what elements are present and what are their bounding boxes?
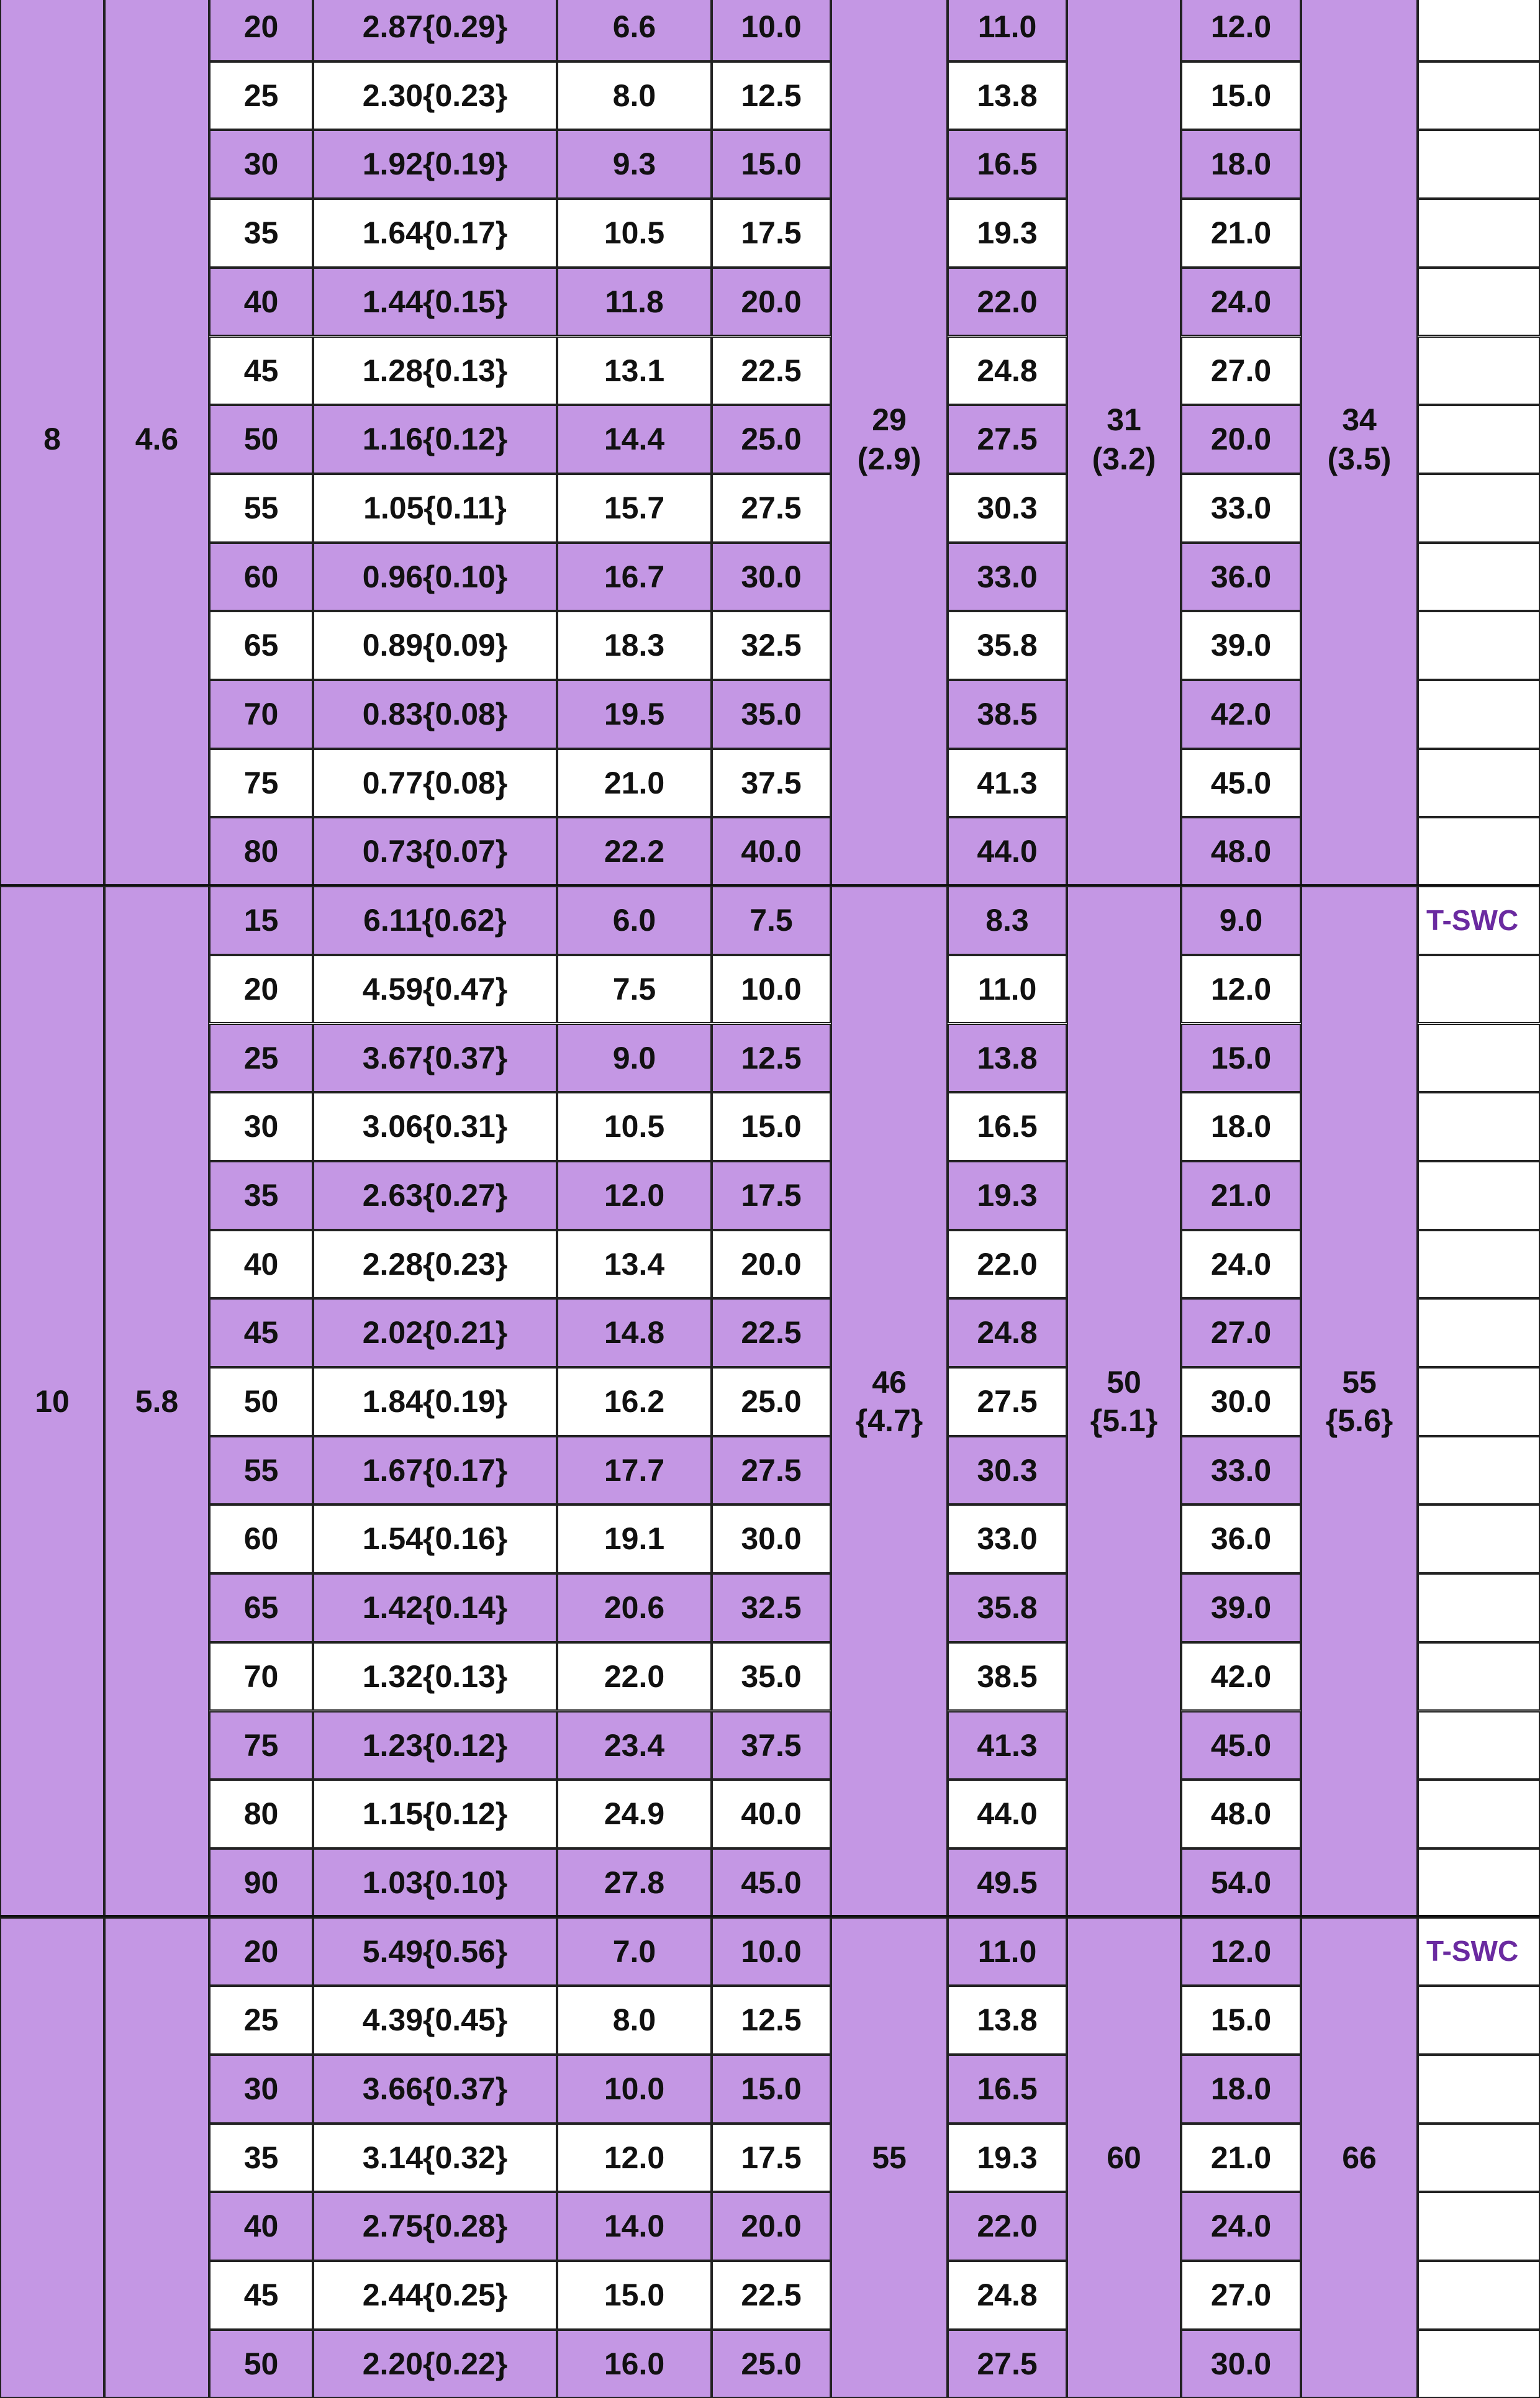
note-cell	[1418, 474, 1540, 543]
size-cell: 8	[0, 0, 104, 886]
table-cell: 60	[209, 543, 313, 612]
table-cell: 60	[209, 1504, 313, 1573]
table-cell: 13.4	[557, 1230, 712, 1299]
table-cell: 33.0	[948, 1504, 1067, 1573]
table-cell: 2.02{0.21}	[313, 1298, 557, 1367]
table-cell: 49.5	[948, 1848, 1067, 1917]
table-cell: 30.0	[1181, 2330, 1301, 2398]
table-cell: 24.0	[1181, 1230, 1301, 1299]
table-cell: 7.5	[557, 955, 712, 1024]
table-cell: 12.5	[712, 61, 831, 130]
table-cell: 15.0	[557, 2261, 712, 2330]
table-cell: 6.6	[557, 0, 712, 61]
table-cell: 20.0	[712, 268, 831, 337]
table-cell: 27.5	[948, 1367, 1067, 1436]
table-cell: 19.3	[948, 1161, 1067, 1230]
table-cell: 25.0	[712, 2330, 831, 2398]
table-cell: 11.8	[557, 268, 712, 337]
table-cell: 21.0	[1181, 2124, 1301, 2192]
note-cell	[1418, 1092, 1540, 1161]
table-cell: 15.0	[712, 1092, 831, 1161]
table-cell: 22.5	[712, 1298, 831, 1367]
table-cell: 39.0	[1181, 1573, 1301, 1642]
table-cell: 36.0	[1181, 543, 1301, 612]
table-cell: 13.8	[948, 1986, 1067, 2055]
table-cell: 14.4	[557, 405, 712, 474]
merged-col-a: 29 (2.9)	[831, 0, 948, 886]
table-cell: 90	[209, 1848, 313, 1917]
table-cell: 19.1	[557, 1504, 712, 1573]
note-cell	[1418, 1161, 1540, 1230]
table-cell: 15.0	[712, 130, 831, 199]
table-cell: 14.8	[557, 1298, 712, 1367]
table-cell: 45.0	[1181, 749, 1301, 818]
table-cell: 10.0	[712, 1917, 831, 1986]
table-cell: 38.5	[948, 1642, 1067, 1711]
table-cell: 20.6	[557, 1573, 712, 1642]
table-cell: 3.67{0.37}	[313, 1024, 557, 1093]
table-cell: 9.0	[557, 1024, 712, 1093]
table-cell: 35.0	[712, 1642, 831, 1711]
table-cell: 20.0	[1181, 405, 1301, 474]
table-cell: 15.0	[1181, 1986, 1301, 2055]
table-cell: 25	[209, 1986, 313, 2055]
table-cell: 2.30{0.23}	[313, 61, 557, 130]
table-cell: 41.3	[948, 749, 1067, 818]
table-cell: 9.0	[1181, 886, 1301, 955]
table-cell: 16.5	[948, 2055, 1067, 2124]
table-cell: 65	[209, 1573, 313, 1642]
table-cell: 21.0	[557, 749, 712, 818]
table-cell: 8.0	[557, 1986, 712, 2055]
note-cell	[1418, 1298, 1540, 1367]
table-cell: 25.0	[712, 1367, 831, 1436]
table-cell: 16.7	[557, 543, 712, 612]
table-cell: 30.0	[712, 1504, 831, 1573]
table-cell: 36.0	[1181, 1504, 1301, 1573]
note-cell	[1418, 1504, 1540, 1573]
table-cell: 27.5	[712, 474, 831, 543]
table-cell: 40.0	[712, 1780, 831, 1848]
note-cell: T-SWC	[1418, 886, 1540, 955]
table-cell: 80	[209, 1780, 313, 1848]
table-cell: 1.03{0.10}	[313, 1848, 557, 1917]
table-cell: 42.0	[1181, 1642, 1301, 1711]
table-cell: 1.92{0.19}	[313, 130, 557, 199]
table-cell: 35	[209, 199, 313, 268]
table-cell: 40.0	[712, 817, 831, 886]
note-cell	[1418, 749, 1540, 818]
table-cell: 2.63{0.27}	[313, 1161, 557, 1230]
size-cell	[0, 1917, 104, 2398]
table-cell: 22.2	[557, 817, 712, 886]
note-cell	[1418, 1711, 1540, 1780]
table-cell: 13.8	[948, 61, 1067, 130]
note-cell	[1418, 611, 1540, 680]
table-cell: 1.42{0.14}	[313, 1573, 557, 1642]
table-cell: 6.0	[557, 886, 712, 955]
table-cell: 19.3	[948, 2124, 1067, 2192]
table-cell: 10.5	[557, 199, 712, 268]
table-cell: 27.8	[557, 1848, 712, 1917]
table-cell: 50	[209, 1367, 313, 1436]
table-cell: 3.14{0.32}	[313, 2124, 557, 2192]
table-cell: 30.3	[948, 1436, 1067, 1505]
table-cell: 25	[209, 1024, 313, 1093]
table-cell: 35	[209, 2124, 313, 2192]
table-cell: 27.0	[1181, 2261, 1301, 2330]
note-cell	[1418, 1230, 1540, 1299]
table-cell: 13.8	[948, 1024, 1067, 1093]
table-cell: 22.0	[948, 268, 1067, 337]
table-cell: 45.0	[712, 1848, 831, 1917]
note-cell	[1418, 61, 1540, 130]
note-cell	[1418, 543, 1540, 612]
table-cell: 7.5	[712, 886, 831, 955]
table-cell: 25	[209, 61, 313, 130]
table-cell: 75	[209, 1711, 313, 1780]
note-cell	[1418, 2261, 1540, 2330]
size-cell: 10	[0, 886, 104, 1917]
table-cell: 2.20{0.22}	[313, 2330, 557, 2398]
table-cell: 1.84{0.19}	[313, 1367, 557, 1436]
value-cell	[104, 1917, 209, 2398]
note-cell	[1418, 955, 1540, 1024]
table-cell: 37.5	[712, 1711, 831, 1780]
table-cell: 2.87{0.29}	[313, 0, 557, 61]
table-cell: 11.0	[948, 955, 1067, 1024]
table-cell: 14.0	[557, 2192, 712, 2261]
table-cell: 0.83{0.08}	[313, 680, 557, 749]
table-cell: 15	[209, 886, 313, 955]
table-cell: 40	[209, 1230, 313, 1299]
table-cell: 35	[209, 1161, 313, 1230]
note-cell	[1418, 2124, 1540, 2192]
merged-col-b: 50 {5.1}	[1067, 886, 1181, 1917]
table-cell: 40	[209, 2192, 313, 2261]
table-cell: 1.44{0.15}	[313, 268, 557, 337]
note-cell	[1418, 1367, 1540, 1436]
note-cell	[1418, 1780, 1540, 1848]
table-cell: 27.5	[712, 1436, 831, 1505]
table-cell: 33.0	[1181, 1436, 1301, 1505]
table-cell: 45	[209, 1298, 313, 1367]
table-cell: 22.0	[557, 1642, 712, 1711]
table-cell: 24.0	[1181, 2192, 1301, 2261]
table-cell: 3.66{0.37}	[313, 2055, 557, 2124]
table-cell: 1.23{0.12}	[313, 1711, 557, 1780]
table-cell: 80	[209, 817, 313, 886]
note-cell	[1418, 268, 1540, 337]
table-cell: 19.3	[948, 199, 1067, 268]
table-cell: 75	[209, 749, 313, 818]
table-cell: 18.0	[1181, 1092, 1301, 1161]
table-cell: 70	[209, 1642, 313, 1711]
table-cell: 15.7	[557, 474, 712, 543]
table-cell: 35.8	[948, 1573, 1067, 1642]
table-cell: 13.1	[557, 337, 712, 405]
table-cell: 32.5	[712, 611, 831, 680]
note-cell	[1418, 199, 1540, 268]
table-cell: 11.0	[948, 0, 1067, 61]
table-cell: 21.0	[1181, 199, 1301, 268]
table-cell: 12.0	[1181, 0, 1301, 61]
note-cell	[1418, 2330, 1540, 2398]
table-cell: 23.4	[557, 1711, 712, 1780]
table-cell: 2.44{0.25}	[313, 2261, 557, 2330]
table-cell: 8.0	[557, 61, 712, 130]
table-cell: 20	[209, 955, 313, 1024]
table-cell: 17.5	[712, 199, 831, 268]
table-cell: 24.0	[1181, 268, 1301, 337]
table-cell: 45	[209, 337, 313, 405]
table-cell: 3.06{0.31}	[313, 1092, 557, 1161]
merged-col-a: 55	[831, 1917, 948, 2398]
table-cell: 33.0	[1181, 474, 1301, 543]
note-cell	[1418, 680, 1540, 749]
note-cell	[1418, 1642, 1540, 1711]
table-cell: 17.5	[712, 2124, 831, 2192]
table-cell: 30.0	[1181, 1367, 1301, 1436]
table-cell: 12.0	[1181, 955, 1301, 1024]
table-cell: 21.0	[1181, 1161, 1301, 1230]
table-cell: 10.5	[557, 1092, 712, 1161]
table-cell: 12.5	[712, 1986, 831, 2055]
table-cell: 16.5	[948, 130, 1067, 199]
table-cell: 20.0	[712, 1230, 831, 1299]
table-cell: 12.0	[1181, 1917, 1301, 1986]
table-cell: 38.5	[948, 680, 1067, 749]
table-cell: 1.05{0.11}	[313, 474, 557, 543]
table-cell: 12.5	[712, 1024, 831, 1093]
table-cell: 8.3	[948, 886, 1067, 955]
merged-col-b: 60	[1067, 1917, 1181, 2398]
note-cell	[1418, 337, 1540, 405]
merged-col-c: 34 (3.5)	[1301, 0, 1418, 886]
table-cell: 1.15{0.12}	[313, 1780, 557, 1848]
table-cell: 2.28{0.23}	[313, 1230, 557, 1299]
note-cell: T-SWC	[1418, 1917, 1540, 1986]
table-cell: 27.0	[1181, 337, 1301, 405]
table-cell: 20.0	[712, 2192, 831, 2261]
table-cell: 16.0	[557, 2330, 712, 2398]
table-cell: 44.0	[948, 817, 1067, 886]
table-cell: 18.0	[1181, 130, 1301, 199]
table-cell: 20	[209, 1917, 313, 1986]
table-cell: 22.5	[712, 337, 831, 405]
table-cell: 30.0	[712, 543, 831, 612]
table-cell: 10.0	[557, 2055, 712, 2124]
table-cell: 9.3	[557, 130, 712, 199]
note-cell	[1418, 2055, 1540, 2124]
table-cell: 10.0	[712, 955, 831, 1024]
table-cell: 32.5	[712, 1573, 831, 1642]
table-cell: 10.0	[712, 0, 831, 61]
table-cell: 1.54{0.16}	[313, 1504, 557, 1573]
table-cell: 54.0	[1181, 1848, 1301, 1917]
table-cell: 27.0	[1181, 1298, 1301, 1367]
table-cell: 0.89{0.09}	[313, 611, 557, 680]
table-cell: 70	[209, 680, 313, 749]
table-cell: 15.0	[712, 2055, 831, 2124]
note-cell	[1418, 405, 1540, 474]
table-cell: 55	[209, 474, 313, 543]
table-cell: 2.75{0.28}	[313, 2192, 557, 2261]
note-cell	[1418, 1848, 1540, 1917]
merged-col-c: 66	[1301, 1917, 1418, 2398]
table-cell: 27.5	[948, 2330, 1067, 2398]
table-cell: 15.0	[1181, 1024, 1301, 1093]
table-cell: 5.49{0.56}	[313, 1917, 557, 1986]
note-cell	[1418, 1436, 1540, 1505]
table-cell: 1.28{0.13}	[313, 337, 557, 405]
merged-col-b: 31 (3.2)	[1067, 0, 1181, 886]
table-cell: 6.11{0.62}	[313, 886, 557, 955]
table-cell: 48.0	[1181, 1780, 1301, 1848]
table-cell: 50	[209, 405, 313, 474]
table-cell: 24.8	[948, 1298, 1067, 1367]
table-cell: 65	[209, 611, 313, 680]
table-cell: 30	[209, 130, 313, 199]
table-cell: 35.8	[948, 611, 1067, 680]
table-cell: 17.5	[712, 1161, 831, 1230]
note-cell	[1418, 0, 1540, 61]
table-cell: 50	[209, 2330, 313, 2398]
table-cell: 22.0	[948, 2192, 1067, 2261]
table-cell: 16.5	[948, 1092, 1067, 1161]
note-cell	[1418, 130, 1540, 199]
table-cell: 39.0	[1181, 611, 1301, 680]
table-cell: 55	[209, 1436, 313, 1505]
table-cell: 11.0	[948, 1917, 1067, 1986]
note-cell	[1418, 1986, 1540, 2055]
table-cell: 24.8	[948, 337, 1067, 405]
table-cell: 24.9	[557, 1780, 712, 1848]
table-cell: 1.64{0.17}	[313, 199, 557, 268]
merged-col-a: 46 {4.7}	[831, 886, 948, 1917]
table-cell: 7.0	[557, 1917, 712, 1986]
table-cell: 22.5	[712, 2261, 831, 2330]
table-cell: 42.0	[1181, 680, 1301, 749]
table-cell: 12.0	[557, 1161, 712, 1230]
merged-col-c: 55 {5.6}	[1301, 886, 1418, 1917]
table-cell: 27.5	[948, 405, 1067, 474]
table-cell: 48.0	[1181, 817, 1301, 886]
note-cell	[1418, 1024, 1540, 1093]
table-cell: 25.0	[712, 405, 831, 474]
table-cell: 1.32{0.13}	[313, 1642, 557, 1711]
table-cell: 17.7	[557, 1436, 712, 1505]
table-cell: 30	[209, 2055, 313, 2124]
table-cell: 18.3	[557, 611, 712, 680]
table-cell: 33.0	[948, 543, 1067, 612]
table-cell: 15.0	[1181, 61, 1301, 130]
table-cell: 1.67{0.17}	[313, 1436, 557, 1505]
table-cell: 16.2	[557, 1367, 712, 1436]
table-cell: 30	[209, 1092, 313, 1161]
table-cell: 4.39{0.45}	[313, 1986, 557, 2055]
table-cell: 35.0	[712, 680, 831, 749]
table-cell: 0.77{0.08}	[313, 749, 557, 818]
note-cell	[1418, 2192, 1540, 2261]
value-cell: 5.8	[104, 886, 209, 1917]
table-cell: 1.16{0.12}	[313, 405, 557, 474]
table-cell: 40	[209, 268, 313, 337]
table-cell: 12.0	[557, 2124, 712, 2192]
table-cell: 37.5	[712, 749, 831, 818]
table-cell: 45.0	[1181, 1711, 1301, 1780]
table-cell: 19.5	[557, 680, 712, 749]
table-cell: 30.3	[948, 474, 1067, 543]
table-cell: 18.0	[1181, 2055, 1301, 2124]
table-cell: 4.59{0.47}	[313, 955, 557, 1024]
table-cell: 0.96{0.10}	[313, 543, 557, 612]
table-cell: 20	[209, 0, 313, 61]
table-cell: 24.8	[948, 2261, 1067, 2330]
table-cell: 22.0	[948, 1230, 1067, 1299]
table-cell: 41.3	[948, 1711, 1067, 1780]
note-cell	[1418, 817, 1540, 886]
table-cell: 44.0	[948, 1780, 1067, 1848]
value-cell: 4.6	[104, 0, 209, 886]
table-cell: 45	[209, 2261, 313, 2330]
note-cell	[1418, 1573, 1540, 1642]
table-cell: 0.73{0.07}	[313, 817, 557, 886]
